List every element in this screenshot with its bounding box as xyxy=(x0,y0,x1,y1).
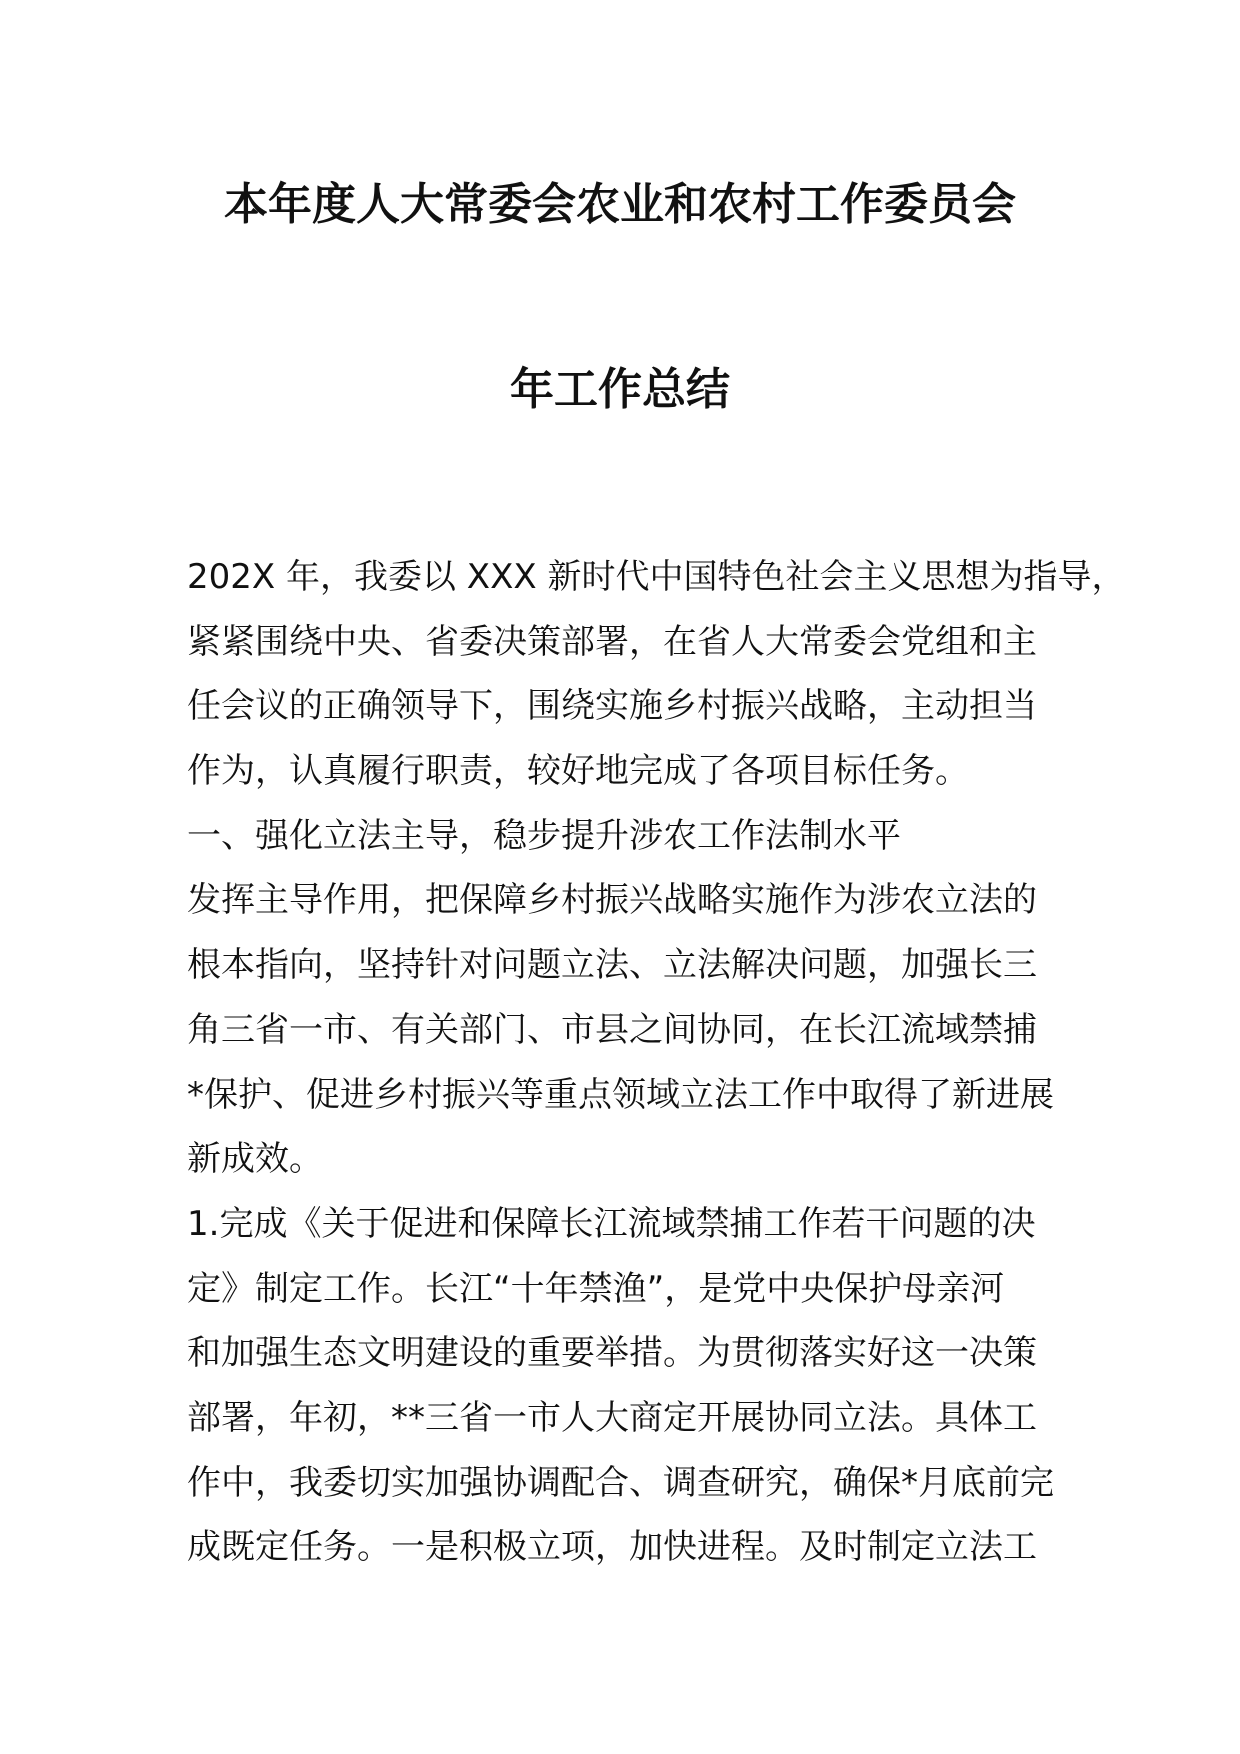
body-line: 角三省一市、有关部门、市县之间协同，在长江流域禁捕 xyxy=(187,1009,1037,1050)
body-line: 成既定任务。一是积极立项，加快进程。及时制定立法工 xyxy=(187,1527,1037,1568)
body-line: 根本指向，坚持针对问题立法、立法解决问题，加强长三 xyxy=(187,945,1037,986)
body-line: 作为，认真履行职责，较好地完成了各项目标任务。 xyxy=(187,751,969,792)
body-line: 新成效。 xyxy=(187,1139,323,1180)
body-line: 紧紧围绕中央、省委决策部署，在省人大常委会党组和主 xyxy=(187,621,1037,662)
body-line: 202X 年，我委以 XXX 新时代中国特色社会主义思想为指导， xyxy=(187,557,1126,597)
body-line: 和加强生态文明建设的重要举措。为贯彻落实好这一决策 xyxy=(187,1333,1037,1374)
body-line: 部署，年初，**三省一市人大商定开展协同立法。具体工 xyxy=(187,1397,1037,1438)
section-heading: 一、强化立法主导，稳步提升涉农工作法制水平 xyxy=(187,815,901,856)
document-body xyxy=(187,545,1126,1580)
subsection-line: 1.完成《关于促进和保障长江流域禁捕工作若干问题的决 xyxy=(187,1203,1036,1244)
body-line: 发挥主导作用，把保障乡村振兴战略实施作为涉农立法的 xyxy=(187,880,1037,921)
body-line: 定》制定工作。长江“十年禁渔”，是党中央保护母亲河 xyxy=(187,1268,1005,1309)
body-line: *保护、促进乡村振兴等重点领域立法工作中取得了新进展 xyxy=(187,1074,1054,1115)
body-line: 作中，我委切实加强协调配合、调查研究，确保*月底前完 xyxy=(187,1462,1054,1503)
document-title-line-1: 本年度人大常委会农业和农村工作委员会 xyxy=(224,179,1016,230)
document-title-line-2: 年工作总结 xyxy=(510,364,730,415)
body-line: 任会议的正确领导下，围绕实施乡村振兴战略，主动担当 xyxy=(187,686,1037,727)
